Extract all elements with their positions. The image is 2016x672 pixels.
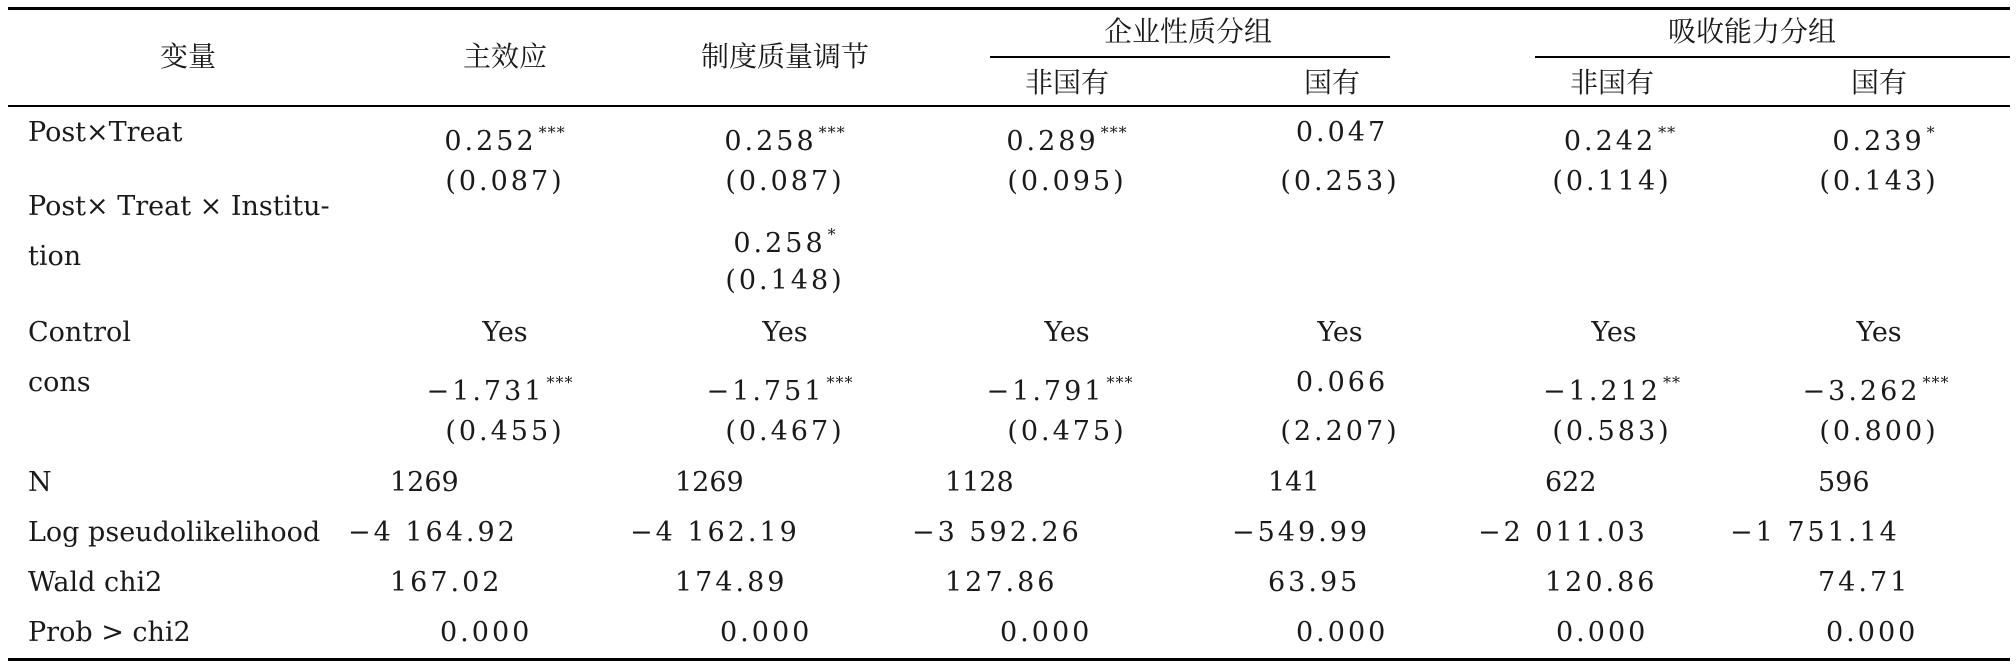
prob-value-3: 0.000 [1000, 617, 1093, 648]
se-post-treat-6: (0.143) [1819, 166, 1939, 197]
prob-value-4: 0.000 [1296, 617, 1389, 648]
coef-cons-3: −1.791 *** [986, 373, 1134, 407]
log-pl-value-2: −4 162.19 [630, 517, 800, 548]
coef-cons-6: −3.262 *** [1802, 373, 1950, 407]
n-value-4: 141 [1268, 467, 1320, 498]
coef-cons-4: 0.066 [1295, 367, 1389, 398]
stars: ** [1662, 373, 1681, 392]
log-pl-value-3: −3 592.26 [912, 517, 1082, 548]
control-value-1: Yes [482, 317, 528, 348]
stars: *** [826, 373, 854, 392]
row-label-cons: cons [28, 367, 91, 398]
se-cons-1: (0.455) [445, 416, 565, 447]
prob-value-2: 0.000 [720, 617, 813, 648]
stars: *** [1106, 373, 1134, 392]
row-label-wald-chi2: Wald chi2 [28, 567, 163, 598]
wald-value-6: 74.71 [1818, 567, 1911, 598]
header-absorb-group: 吸收能力分组 [1667, 15, 1837, 48]
log-pl-value-1: −4 164.92 [348, 517, 518, 548]
se-cons-6: (0.800) [1819, 416, 1939, 447]
wald-value-5: 120.86 [1545, 567, 1658, 598]
wald-value-2: 174.89 [675, 567, 788, 598]
se-cons-2: (0.467) [725, 416, 845, 447]
header-non-state-ownership: 非国有 [1024, 66, 1110, 99]
ownership-group-rule [990, 56, 1390, 58]
header-institution: 制度质量调节 [700, 40, 870, 73]
table-bottom-rule [8, 658, 2010, 661]
coef-post-treat-3: 0.289 *** [1006, 123, 1128, 157]
se-post-treat-5: (0.114) [1552, 166, 1672, 197]
header-variable: 变量 [159, 40, 217, 73]
row-label-prob-chi2: Prob > chi2 [28, 617, 191, 648]
coef-cons-2: −1.751 *** [706, 373, 854, 407]
prob-value-5: 0.000 [1556, 617, 1649, 648]
control-value-3: Yes [1044, 317, 1090, 348]
se-cons-5: (0.583) [1552, 416, 1672, 447]
stars: *** [546, 373, 574, 392]
wald-value-1: 167.02 [390, 567, 503, 598]
row-label-n: N [28, 467, 52, 498]
se-cons-3: (0.475) [1007, 416, 1127, 447]
coef-post-treat-4: 0.047 [1295, 117, 1389, 148]
stars: *** [1100, 123, 1128, 142]
prob-value-6: 0.000 [1826, 617, 1919, 648]
log-pl-value-6: −1 751.14 [1730, 517, 1900, 548]
stars: *** [538, 123, 566, 142]
coef-post-treat-institution: 0.258 * [733, 225, 837, 259]
log-pl-value-5: −2 011.03 [1478, 517, 1648, 548]
wald-value-4: 63.95 [1268, 567, 1361, 598]
stars: ** [1658, 123, 1677, 142]
row-label-control: Control [28, 317, 131, 348]
n-value-6: 596 [1818, 467, 1870, 498]
header-non-state-absorb: 非国有 [1569, 66, 1655, 99]
coef-post-treat-2: 0.258 *** [724, 123, 846, 157]
absorb-group-rule [1535, 56, 2010, 58]
stars: * [827, 225, 837, 244]
control-value-6: Yes [1856, 317, 1902, 348]
stars: *** [818, 123, 846, 142]
control-value-5: Yes [1591, 317, 1637, 348]
se-post-treat-4: (0.253) [1280, 166, 1400, 197]
stars: * [1926, 123, 1936, 142]
coef-post-treat-5: 0.242 ** [1563, 123, 1677, 157]
n-value-2: 1269 [675, 467, 744, 498]
se-post-treat-2: (0.087) [725, 166, 845, 197]
control-value-4: Yes [1317, 317, 1363, 348]
se-post-treat-institution: (0.148) [725, 265, 845, 296]
log-pl-value-4: −549.99 [1232, 517, 1371, 548]
n-value-5: 622 [1545, 467, 1597, 498]
coef-cons-5: −1.212 ** [1543, 373, 1681, 407]
row-label-post-treat-institution-line1: Post× Treat × Institu- [28, 191, 330, 222]
se-cons-4: (2.207) [1280, 416, 1400, 447]
table-header-rule [8, 105, 2010, 107]
row-label-post-treat-institution-line2: tion [28, 241, 82, 272]
header-ownership-group: 企业性质分组 [1103, 15, 1273, 48]
coef-cons-1: −1.731 *** [426, 373, 574, 407]
se-post-treat-1: (0.087) [445, 166, 565, 197]
table-top-rule [8, 7, 2010, 10]
coef-post-treat-6: 0.239 * [1832, 123, 1936, 157]
row-label-log-pseudolikelihood: Log pseudolikelihood [28, 517, 321, 548]
control-value-2: Yes [762, 317, 808, 348]
header-state-absorb: 国有 [1850, 66, 1908, 99]
n-value-1: 1269 [390, 467, 459, 498]
row-label-post-treat: Post×Treat [28, 117, 183, 148]
stars: *** [1922, 373, 1950, 392]
coef-post-treat-1: 0.252 *** [444, 123, 566, 157]
n-value-3: 1128 [945, 467, 1014, 498]
wald-value-3: 127.86 [945, 567, 1058, 598]
header-state-ownership: 国有 [1303, 66, 1361, 99]
se-post-treat-3: (0.095) [1007, 166, 1127, 197]
prob-value-1: 0.000 [440, 617, 533, 648]
header-main-effect: 主效应 [462, 40, 548, 73]
